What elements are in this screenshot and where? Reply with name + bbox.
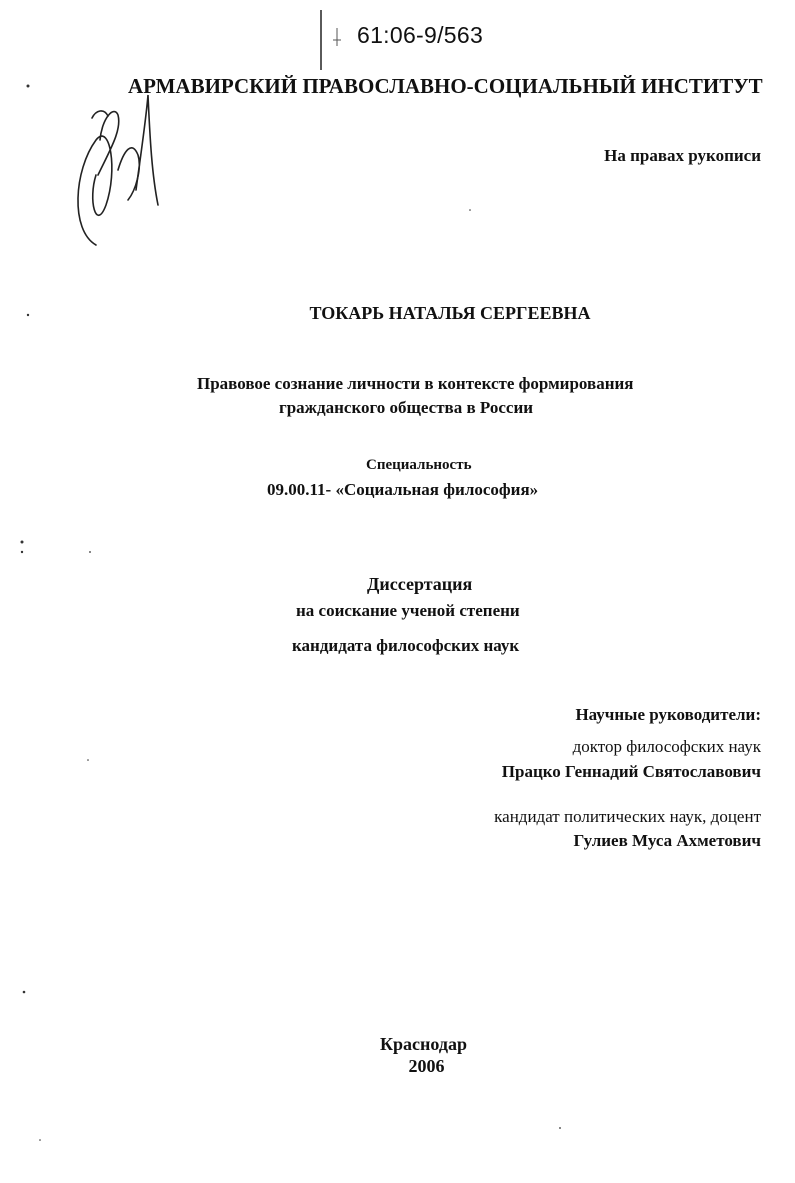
specialty-code: 09.00.11- «Социальная философия» [267, 480, 539, 499]
degree-line-2: кандидата философских наук [292, 636, 520, 655]
speck [469, 209, 471, 211]
supervisor-2-degree: кандидат политических наук, доцент [494, 807, 761, 826]
specialty-label: Специальность [366, 457, 472, 473]
speck [21, 541, 24, 544]
catalog-number: 61:06-9/563 [357, 22, 484, 48]
institute-name: АРМАВИРСКИЙ ПРАВОСЛАВНО-СОЦИАЛЬНЫЙ ИНСТИТУТ [128, 74, 763, 98]
speck [21, 551, 23, 553]
author-name: ТОКАРЬ НАТАЛЬЯ СЕРГЕЕВНА [309, 303, 591, 323]
year: 2006 [408, 1056, 445, 1076]
speck [39, 1139, 41, 1141]
supervisor-1-degree: доктор философских наук [572, 737, 761, 756]
speck [23, 991, 26, 994]
document-type: Диссертация [367, 574, 473, 594]
speck [27, 85, 30, 88]
city: Краснодар [379, 1034, 468, 1054]
degree-line-1: на соискание ученой степени [296, 601, 520, 620]
thesis-title-line-1: Правовое сознание личности в контексте формирования [197, 374, 634, 393]
thesis-title-line-2: гражданского общества в России [279, 398, 534, 417]
speck [559, 1127, 561, 1129]
signature-icon [78, 95, 158, 245]
speck [87, 759, 89, 761]
supervisors-heading: Научные руководители: [575, 705, 761, 724]
supervisor-2-name: Гулиев Муса Ахметович [573, 831, 761, 850]
speck [89, 551, 91, 553]
supervisor-1-name: Працко Геннадий Святославович [501, 762, 761, 781]
rights-note: На правах рукописи [604, 146, 761, 165]
